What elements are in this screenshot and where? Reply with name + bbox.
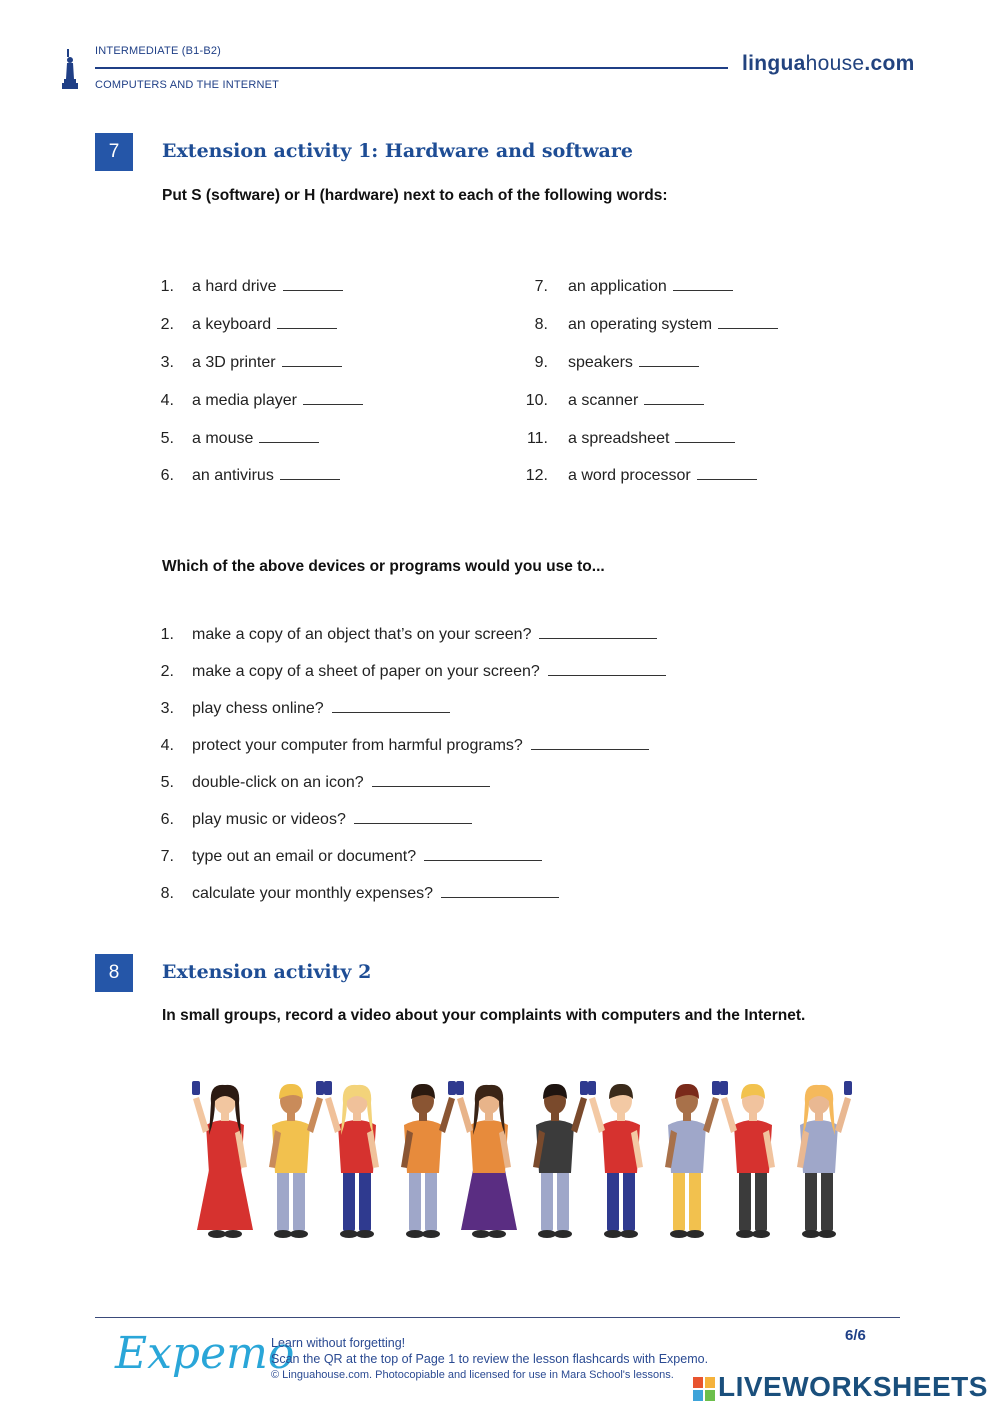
footer-tagline: Learn without forgetting!: [271, 1336, 406, 1350]
footer-qr-note: Scan the QR at the top of Page 1 to review the lesson flashcards with Expemo.: [271, 1352, 709, 1366]
course-topic: COMPUTERS AND THE INTERNET: [95, 79, 280, 91]
list-item: 4. a media player: [160, 392, 363, 410]
page-total: 6: [857, 1327, 866, 1344]
answer-blank[interactable]: [282, 365, 342, 367]
answer-blank[interactable]: [539, 637, 657, 639]
question-item: 5. double-click on an icon?: [160, 774, 490, 792]
answer-blank[interactable]: [675, 441, 735, 443]
person-figure: [269, 1081, 324, 1238]
person-figure: [720, 1081, 775, 1238]
statue-of-liberty-icon: [62, 47, 78, 91]
answer-blank[interactable]: [277, 327, 337, 329]
page-number: [845, 1327, 866, 1344]
brand-part-2: house: [805, 52, 865, 75]
liveworksheets-icon: [693, 1377, 715, 1401]
section-7-badge: 7: [95, 133, 133, 171]
answer-blank[interactable]: [372, 785, 490, 787]
section-8-instruction: In small groups, record a video about your complaints with computers and the Internet.: [162, 1007, 806, 1024]
answer-blank[interactable]: [280, 478, 340, 480]
answer-blank[interactable]: [259, 441, 319, 443]
section-7-instruction: Put S (software) or H (hardware) next to each of the following words:: [162, 187, 668, 204]
list-item: 6. an antivirus: [160, 467, 340, 485]
answer-blank[interactable]: [354, 822, 472, 824]
question-item: 3. play chess online?: [160, 700, 450, 718]
page-sep: /: [853, 1327, 858, 1344]
question-item: 7. type out an email or document?: [160, 848, 542, 866]
list-item: 10. a scanner: [524, 392, 704, 410]
person-figure: [533, 1081, 588, 1238]
answer-blank[interactable]: [424, 859, 542, 861]
person-figure: [192, 1081, 253, 1238]
list-item: 5. a mouse: [160, 430, 319, 448]
brand-part-3: .com: [864, 52, 915, 75]
list-item: 9. speakers: [524, 354, 699, 372]
question-item: 1. make a copy of an object that’s on your screen?: [160, 626, 657, 644]
question-intro: Which of the above devices or programs would you use to...: [162, 558, 605, 575]
question-item: 2. make a copy of a sheet of paper on your screen?: [160, 663, 666, 681]
answer-blank[interactable]: [283, 289, 343, 291]
person-figure: [456, 1081, 517, 1238]
question-item: 6. play music or videos?: [160, 811, 472, 829]
answer-blank[interactable]: [697, 478, 757, 480]
person-figure: [324, 1081, 379, 1238]
course-level: INTERMEDIATE (B1-B2): [95, 45, 222, 57]
list-item: 7. an application: [524, 278, 733, 296]
list-item: 1. a hard drive: [160, 278, 343, 296]
answer-blank[interactable]: [441, 896, 559, 898]
brand-part-1: lingua: [742, 52, 806, 75]
person-figure: [588, 1081, 643, 1238]
list-item: 12. a word processor: [524, 467, 757, 485]
answer-blank[interactable]: [548, 674, 666, 676]
list-item: 8. an operating system: [524, 316, 778, 334]
footer-copyright: © Linguahouse.com. Photocopiable and licensed for use in Mara School's lessons.: [271, 1369, 674, 1381]
people-illustration: [190, 1075, 865, 1240]
section-7-title: Extension activity 1: Hardware and software: [162, 140, 633, 162]
expemo-logo[interactable]: Expemo: [115, 1328, 295, 1379]
question-item: 4. protect your computer from harmful programs?: [160, 737, 649, 755]
question-item: 8. calculate your monthly expenses?: [160, 885, 559, 903]
list-item: 2. a keyboard: [160, 316, 337, 334]
list-item: 11. a spreadsheet: [524, 430, 735, 448]
list-item: 3. a 3D printer: [160, 354, 342, 372]
person-figure: [797, 1081, 852, 1238]
section-8-badge: 8: [95, 954, 133, 992]
answer-blank[interactable]: [718, 327, 778, 329]
footer-divider: [95, 1317, 900, 1318]
person-figure: [401, 1081, 456, 1238]
answer-blank[interactable]: [303, 403, 363, 405]
brand-logo[interactable]: [742, 52, 915, 76]
logo-icon: [62, 47, 78, 91]
header-divider: [95, 67, 728, 69]
liveworksheets-watermark[interactable]: LIVEWORKSHEETS: [718, 1371, 988, 1402]
answer-blank[interactable]: [332, 711, 450, 713]
answer-blank[interactable]: [531, 748, 649, 750]
answer-blank[interactable]: [673, 289, 733, 291]
person-figure: [665, 1081, 720, 1238]
section-8-title: Extension activity 2: [162, 961, 372, 983]
answer-blank[interactable]: [639, 365, 699, 367]
people-with-phones-image: [190, 1075, 865, 1240]
page-current: 6: [845, 1327, 854, 1344]
answer-blank[interactable]: [644, 403, 704, 405]
